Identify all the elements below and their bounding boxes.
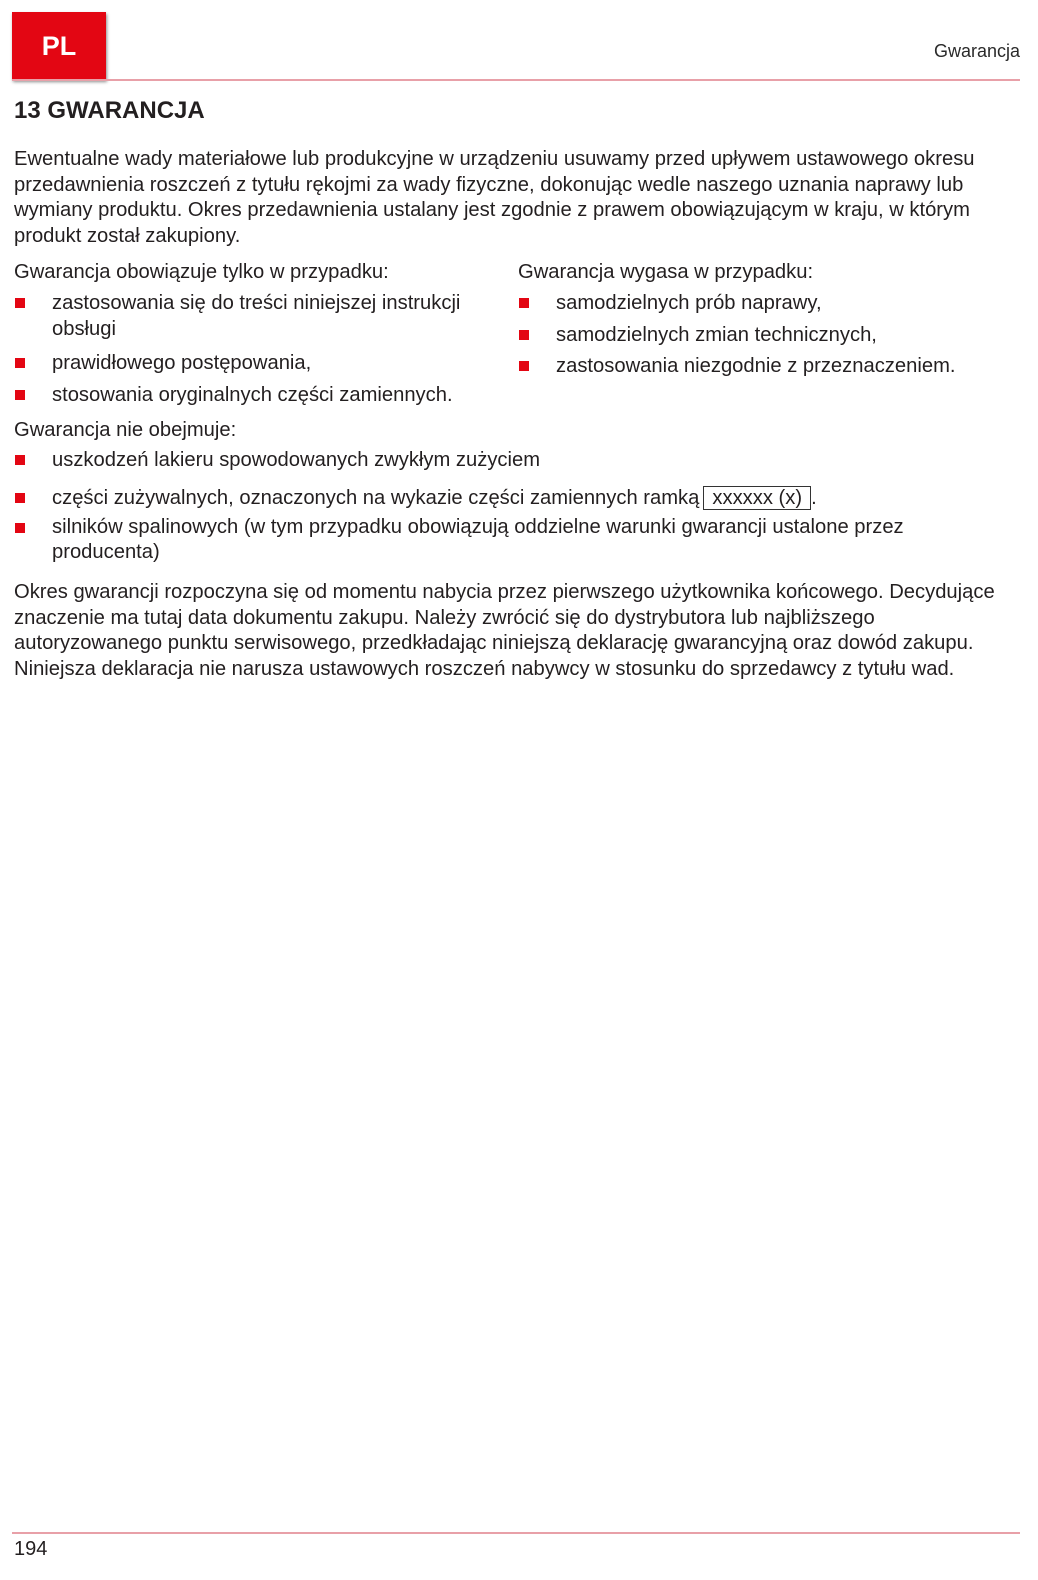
page-number: 194 xyxy=(14,1538,48,1560)
header-section-label: Gwarancja xyxy=(933,41,1020,61)
section-title: 13 GWARANCJA xyxy=(14,97,205,124)
list-item-text: uszkodzeń lakieru spowodowanych zwykłym zużyciem xyxy=(52,449,541,471)
bullet-square-icon xyxy=(519,361,529,371)
applies-list xyxy=(14,290,504,408)
bullet-square-icon xyxy=(15,390,25,400)
list-item-text: silników spalinowych (w tym przypadku obowiązują oddzielne warunki gwarancji ustalone przez producenta) xyxy=(52,516,904,563)
list-item-text: samodzielnych zmian technicznych, xyxy=(556,324,877,346)
bullet-square-icon xyxy=(15,493,25,503)
list-item xyxy=(14,447,1014,485)
bullet-square-icon xyxy=(15,298,25,308)
list-item xyxy=(518,290,1018,322)
list-item-text: prawidłowego postępowania, xyxy=(52,352,312,374)
footer-divider xyxy=(12,1532,1020,1534)
list-item xyxy=(14,515,1014,565)
bullet-square-icon xyxy=(15,455,25,465)
list-item-text: stosowania oryginalnych części zamiennych. xyxy=(52,384,453,406)
list-item xyxy=(14,350,504,380)
bullet-square-icon xyxy=(519,330,529,340)
bullet-square-icon xyxy=(519,298,529,308)
list-item xyxy=(14,485,1014,515)
bullet-square-icon xyxy=(15,358,25,368)
list-item-text: zastosowania niezgodnie z przeznaczeniem. xyxy=(556,355,956,377)
expires-list xyxy=(518,290,1018,379)
list-item-text: części zużywalnych, oznaczonych na wykazie części zamiennych ramką xyxy=(52,487,700,509)
list-item xyxy=(518,322,1018,353)
list-item-text: samodzielnych prób naprawy, xyxy=(556,292,822,314)
bullet-square-icon xyxy=(15,523,25,533)
language-badge: PL xyxy=(12,12,106,80)
list-item-text: zastosowania się do treści niniejszej instrukcji obsługi xyxy=(52,292,461,340)
header-divider xyxy=(12,79,1020,81)
list-item xyxy=(518,353,1018,379)
outro-paragraph: Okres gwarancji rozpoczyna się od momentu nabycia przez pierwszego użytkownika końcowego. Decydujące znaczenie ma tutaj data dokumentu zakupu. Należy zwrócić się do dystrybutora lub najbliższego autoryzowanego punktu serwisowego, przedkładając niniejszą deklarację gwarancyjną oraz dowód zakupu. Niniejsza deklaracja nie narusza ustawowych roszczeń nabywcy w stosunku do sprzedawcy z tytułu wad. xyxy=(14,581,995,680)
list-item-end: . xyxy=(811,487,817,509)
list-item xyxy=(14,382,504,408)
expires-heading: Gwarancja wygasa w przypadku: xyxy=(518,261,814,283)
intro-paragraph: Ewentualne wady materiałowe lub produkcyjne w urządzeniu usuwamy przed upływem ustawowego okresu przedawnienia roszczeń z tytułu rękojmi za wady fizyczne, dokonując wedle naszego uznania naprawy lub wymiany produktu. Okres przedawnienia ustalany jest zgodnie z prawem obowiązującym w kraju, w którym produkt został zakupiony. xyxy=(14,148,975,247)
applies-heading: Gwarancja obowiązuje tylko w przypadku: xyxy=(14,261,389,283)
excludes-heading: Gwarancja nie obejmuje: xyxy=(14,419,237,441)
list-item xyxy=(14,290,504,348)
part-code-box: xxxxxx (x) xyxy=(703,486,811,510)
excludes-list xyxy=(14,447,1014,565)
